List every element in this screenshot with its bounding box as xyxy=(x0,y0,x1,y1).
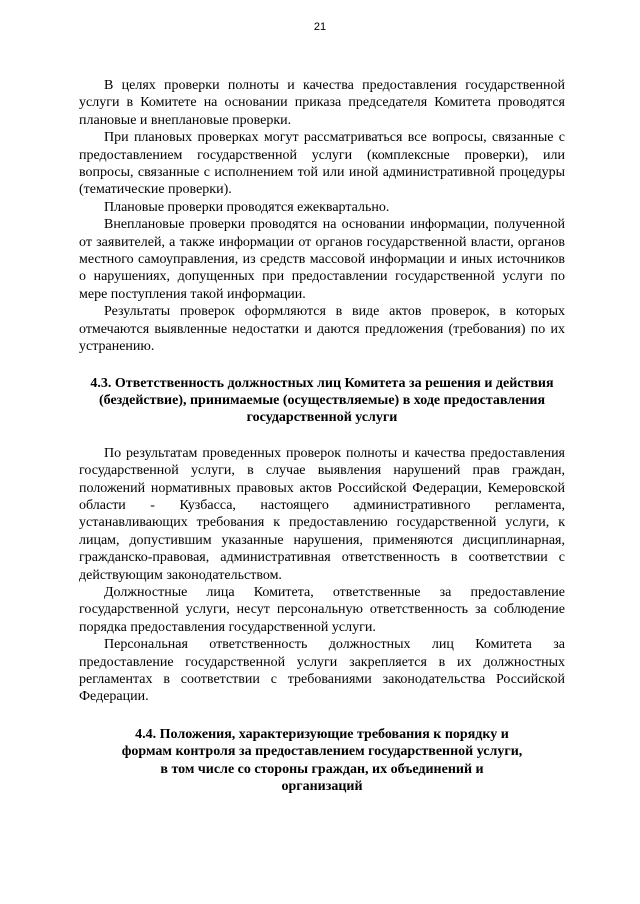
paragraph-responsibility-violations: По результатам проведенных проверок полноты и качества предоставления государственной услуги, в случае выявления нарушений прав граждан, положений нормативных правовых актов Российской Федерации, Кемеровской области - Кузбасса, настоящего административного регламента, устанавливающих требования к предоставлению государственной услуги, к лицам, допустившим указанные нарушения, применяются дисциплинарная, гражданско-правовая, административная ответственность в соответствии с действующим законодательством. xyxy=(79,445,565,583)
paragraph-inspection-results: Результаты проверок оформляются в виде актов проверок, в которых отмечаются выявленные недостатки и даются предложения (требования) по их устранению. xyxy=(79,304,565,355)
paragraph-unplanned-inspections: Внеплановые проверки проводятся на основании информации, полученной от заявителей, а также информации от органов государственной власти, органов местного самоуправления, из средств массовой информации и иных источников о нарушениях, допущенных при предоставлении государственной услуги по мере поступления такой информации. xyxy=(79,217,565,302)
paragraph-job-regulations: Персональная ответственность должностных лиц Комитета за предоставление государственной услуги закрепляется в их должностных регламентах в соответствии с требованиями законодательства Российской Федерации. xyxy=(79,637,565,705)
section-heading-4-4: 4.4. Положения, характеризующие требования к порядку и формам контроля за предоставлением государственной услуги, в том числе со стороны граждан, их объединений и организаций xyxy=(121,726,523,795)
paragraph-inspection-purpose: В целях проверки полноты и качества предоставления государственной услуги в Комитете на основании приказа председателя Комитета проводятся плановые и внеплановые проверки. xyxy=(79,78,565,128)
document-body xyxy=(79,77,565,795)
paragraph-planned-inspections: При плановых проверках могут рассматриваться все вопросы, связанные с предоставлением государственной услуги (комплексные проверки), или вопросы, связанные с исполнением той или иной административной процедуры (тематические проверки). xyxy=(79,130,565,198)
page-number: 21 xyxy=(313,21,327,33)
section-heading-4-3: 4.3. Ответственность должностных лиц Комитета за решения и действия (бездействие), принимаемые (осуществляемые) в ходе предоставления государственной услуги xyxy=(90,375,554,426)
paragraph-quarterly: Плановые проверки проводятся ежеквартально. xyxy=(104,199,390,215)
paragraph-personal-responsibility: Должностные лица Комитета, ответственные за предоставление государственной услуги, несут персональную ответственность за соблюдение порядка предоставления государственной услуги. xyxy=(79,584,565,635)
